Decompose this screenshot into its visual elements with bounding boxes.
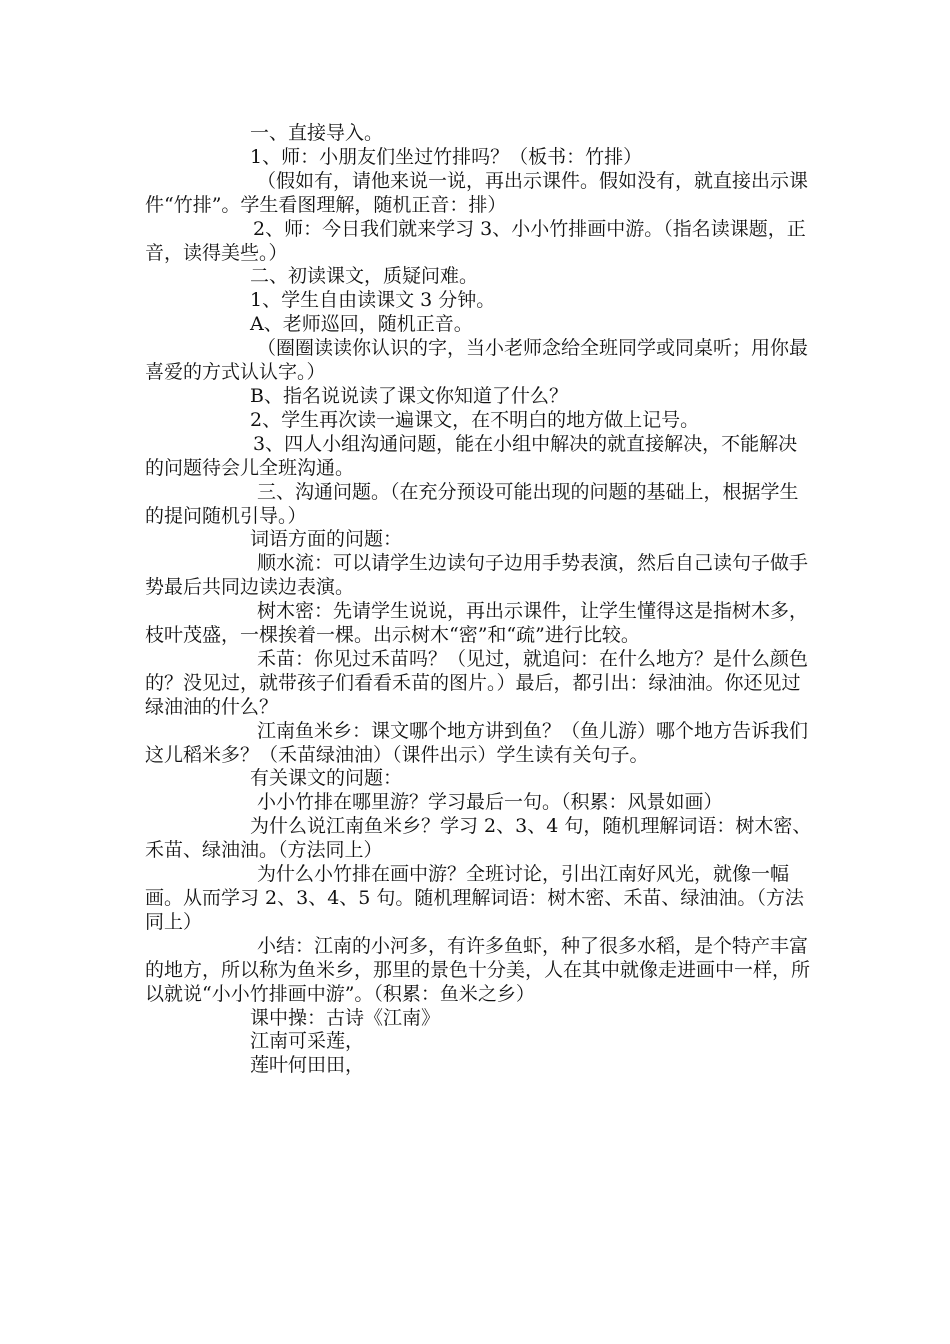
paragraph: 1、学生自由读课文 3 分钟。 bbox=[250, 289, 496, 312]
paragraph: 2、师：今日我们就来学习 3、小小竹排画中游。（指名读课题，正音，读得美些。） bbox=[145, 217, 806, 264]
section-heading-communicate: 三、沟通问题。（在充分预设可能出现的问题的基础上，根据学生的提问随机引导。） bbox=[145, 480, 799, 527]
paragraph: 为什么说江南鱼米乡？学习 2、3、4 句，随机理解词语：树木密、禾苗、绿油油。（方法同上） bbox=[145, 815, 812, 862]
paragraph: 禾苗：你见过禾苗吗？（见过，就追问：在什么地方？是什么颜色的？没见过，就带孩子们看看禾苗的图片。）最后，都引出：绿油油。你还见过绿油油的什么？ bbox=[145, 647, 809, 718]
paragraph: （假如有，请他来说一说，再出示课件。假如没有，就直接出示课件“竹排”。学生看图理解，随机正音：排） bbox=[145, 169, 809, 216]
paragraph: 树木密：先请学生说说，再出示课件，让学生懂得这是指树木多，枝叶茂盛，一棵挨着一棵。出示树木“密”和“疏”进行比较。 bbox=[145, 600, 809, 647]
paragraph: 为什么小竹排在画中游？全班讨论，引出江南好风光，就像一幅画。从而学习 2、3、4、5 句。随机理解词语：树木密、禾苗、绿油油。（方法同上） bbox=[145, 863, 804, 933]
paragraph: B、指名说说读了课文你知道了什么？ bbox=[250, 384, 568, 407]
paragraph: A、老师巡回，随机正音。 bbox=[250, 313, 473, 336]
paragraph: 小小竹排在哪里游？学习最后一句。（积累：风景如画） bbox=[257, 791, 723, 814]
subheading-vocabulary: 词语方面的问题： bbox=[250, 528, 403, 551]
paragraph-summary: 小结：江南的小河多，有许多鱼虾，种了很多水稻，是个特产丰富的地方，所以称为鱼米乡，那里的景色十分美，人在其中就像走进画中一样，所以就说“小小竹排画中游”。（积累：鱼米之乡） bbox=[145, 934, 811, 1005]
subheading-text-questions: 有关课文的问题： bbox=[250, 767, 403, 790]
paragraph: 1、师：小朋友们坐过竹排吗？（板书：竹排） bbox=[250, 145, 643, 168]
document-body bbox=[145, 122, 815, 1078]
poem-line: 莲叶何田田， bbox=[250, 1054, 365, 1077]
paragraph: 课中操：古诗《江南》 bbox=[250, 1006, 441, 1029]
poem-line: 江南可采莲， bbox=[250, 1030, 365, 1053]
section-heading-first-reading: 二、初读课文，质疑问难。 bbox=[250, 265, 479, 288]
paragraph: 2、学生再次读一遍课文，在不明白的地方做上记号。 bbox=[250, 408, 700, 431]
section-heading-direct-intro: 一、直接导入。 bbox=[250, 122, 384, 144]
paragraph: 3、四人小组沟通问题，能在小组中解决的就直接解决，不能解决的问题待会儿全班沟通。 bbox=[145, 432, 798, 479]
paragraph: 江南鱼米乡：课文哪个地方讲到鱼？（鱼儿游）哪个地方告诉我们这儿稻米多？（禾苗绿油油）（课件出示）学生读有关句子。 bbox=[145, 719, 809, 766]
paragraph: 顺水流：可以请学生边读句子边用手势表演，然后自己读句子做手势最后共同边读边表演。 bbox=[145, 552, 809, 599]
paragraph: （圈圈读读你认识的字，当小老师念给全班同学或同桌听；用你最喜爱的方式认认字。） bbox=[145, 337, 809, 384]
